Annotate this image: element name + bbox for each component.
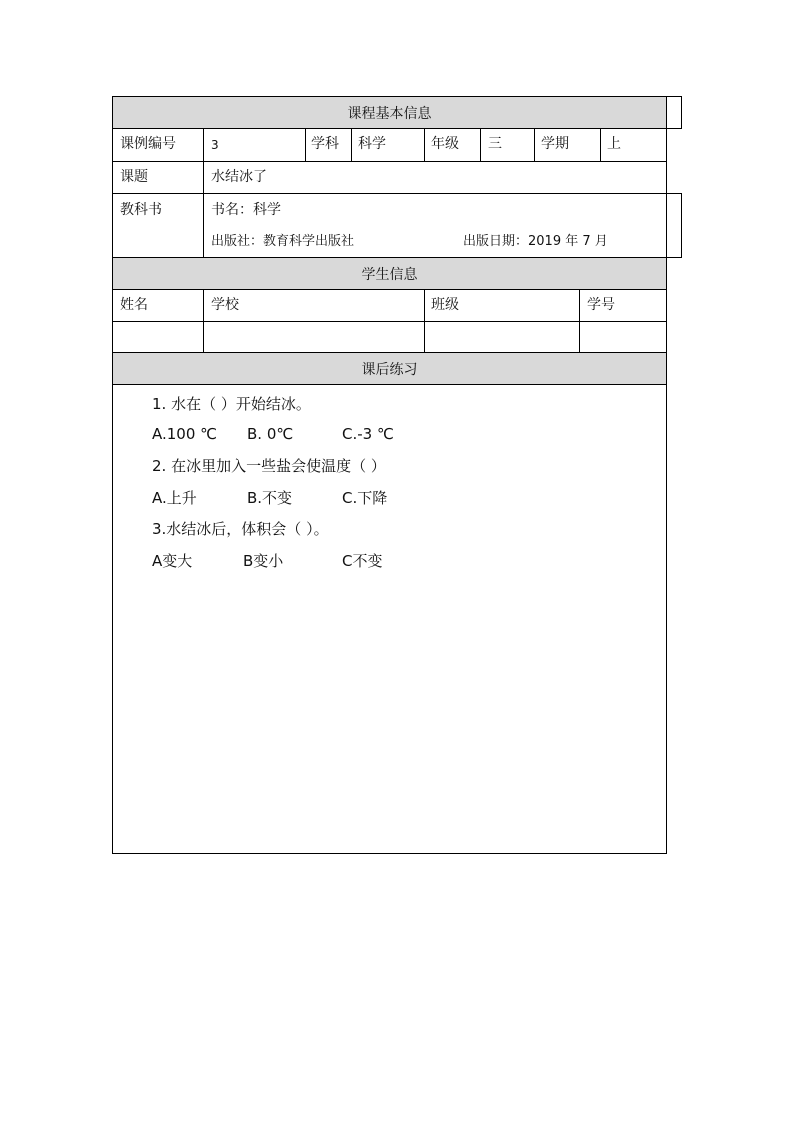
- topic-value: 水结冰了: [211, 169, 267, 185]
- subject-value: 科学: [358, 136, 386, 152]
- publisher: 出版社：教育科学出版社: [211, 234, 355, 249]
- term-value: 上: [607, 136, 621, 152]
- course-info-title: 课程基本信息: [347, 105, 432, 122]
- question-3-option-c: C不变: [342, 552, 383, 570]
- rule-col-term-label: [534, 128, 535, 161]
- question-1-option-b: B. 0℃: [247, 425, 294, 443]
- student-info-header: [113, 258, 666, 289]
- rule-stub-right-1: [681, 96, 682, 129]
- rule-row3-top: [112, 193, 682, 194]
- student-info-title: 学生信息: [361, 266, 418, 283]
- topic-label: 课题: [120, 169, 148, 185]
- grade-value: 三: [488, 136, 502, 152]
- rule-col-subject-label: [305, 128, 306, 161]
- question-3-option-b: B变小: [243, 552, 284, 570]
- question-1-option-c: C.-3 ℃: [342, 425, 394, 443]
- question-2-option-a: A.上升: [152, 489, 197, 507]
- rule-student-col-2: [424, 289, 425, 353]
- rule-bottom: [112, 853, 667, 854]
- term-label: 学期: [541, 136, 569, 152]
- publish-date: 出版日期：2019 年 7 月: [463, 234, 608, 249]
- rule-row2-top: [112, 161, 667, 162]
- subject-label: 学科: [311, 136, 339, 152]
- question-1-option-a: A.100 ℃: [152, 425, 218, 443]
- rule-student-col-3: [579, 289, 580, 353]
- question-1: 1. 水在（ ）开始结冰。: [152, 395, 311, 413]
- student-name-label: 姓名: [120, 297, 148, 313]
- question-2: 2. 在冰里加入一些盐会使温度（ ）: [152, 457, 386, 475]
- question-3-option-a: A变大: [152, 552, 193, 570]
- rule-right: [666, 96, 667, 854]
- student-id-label: 学号: [587, 297, 615, 313]
- rule-col-label: [203, 128, 204, 258]
- rule-left: [112, 96, 113, 854]
- rule-col-grade-value: [480, 128, 481, 161]
- textbook-label: 教科书: [120, 202, 162, 218]
- question-2-option-c: C.下降: [342, 489, 388, 507]
- question-2-option-b: B.不变: [247, 489, 293, 507]
- exercise-header: [113, 353, 666, 384]
- rule-student-col-1: [203, 289, 204, 353]
- rule-col-term-value: [600, 128, 601, 161]
- rule-exercise-body-top: [112, 384, 667, 385]
- student-school-label: 学校: [211, 297, 239, 313]
- rule-row1-top: [112, 128, 682, 129]
- rule-student-band-top: [112, 257, 682, 258]
- exercise-title: 课后练习: [361, 361, 418, 378]
- rule-col-grade-label: [424, 128, 425, 161]
- rule-stub-right-2: [681, 193, 682, 258]
- student-class-label: 班级: [431, 297, 459, 313]
- rule-exercise-band-top: [112, 352, 667, 353]
- rule-top: [112, 96, 682, 97]
- rule-student-labels-top: [112, 289, 667, 290]
- course-info-header: [113, 97, 666, 128]
- book-name: 书名：科学: [211, 202, 281, 218]
- grade-label: 年级: [431, 136, 459, 152]
- question-3: 3.水结冰后，体积会（ ）。: [152, 520, 329, 538]
- case-no-value: 3: [211, 138, 219, 152]
- rule-col-subject-value: [351, 128, 352, 161]
- case-no-label: 课例编号: [120, 136, 176, 152]
- rule-student-blank-top: [112, 321, 667, 322]
